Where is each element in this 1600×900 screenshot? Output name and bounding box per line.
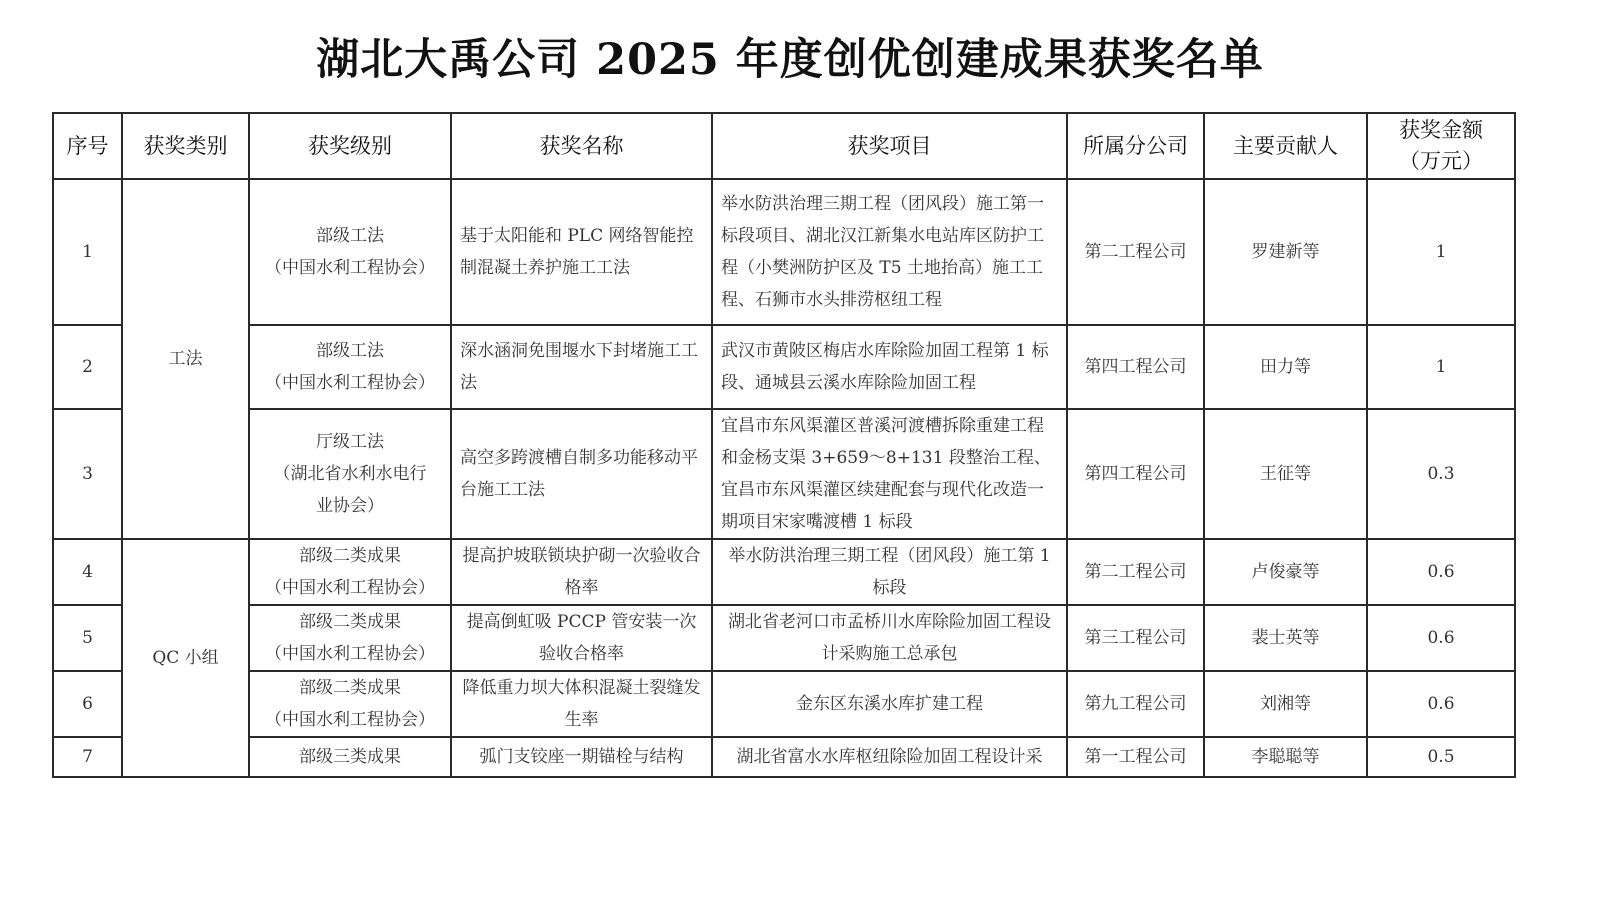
cell-award-name: 提高倒虹吸 PCCP 管安装一次验收合格率 [451,605,712,671]
cell-company: 第二工程公司 [1067,179,1204,325]
table-row [53,325,1515,409]
cell-amount: 0.6 [1367,605,1515,671]
cell-amount: 1 [1367,179,1515,325]
cell-seq: 6 [53,671,122,737]
level-line: （中国水利工程协会） [265,258,435,278]
header-seq: 序号 [53,113,122,179]
header-amount [1367,113,1515,179]
cell-contributor: 裴士英等 [1204,605,1367,671]
cell-project: 湖北省富水水库枢纽除险加固工程设计采 [712,737,1067,777]
cell-award-name: 提高护坡联锁块护砌一次验收合格率 [451,539,712,605]
cell-award-name: 降低重力坝大体积混凝土裂缝发生率 [451,671,712,737]
cell-amount: 1 [1367,325,1515,409]
award-table [52,112,1516,778]
level-line: （中国水利工程协会） [265,578,435,598]
cell-amount: 0.5 [1367,737,1515,777]
cell-amount: 0.3 [1367,409,1515,539]
level-line: 部级二类成果 [299,546,401,566]
header-name: 获奖名称 [451,113,712,179]
cell-company: 第三工程公司 [1067,605,1204,671]
header-contributor: 主要贡献人 [1204,113,1367,179]
cell-seq: 2 [53,325,122,409]
cell-project: 武汉市黄陂区梅店水库除险加固工程第 1 标段、通城县云溪水库除险加固工程 [712,325,1067,409]
level-line: （中国水利工程协会） [265,644,435,664]
level-line: 部级二类成果 [299,612,401,632]
cell-seq: 7 [53,737,122,777]
header-category: 获奖类别 [122,113,249,179]
cell-level [249,605,451,671]
cell-seq: 1 [53,179,122,325]
cell-seq: 3 [53,409,122,539]
cell-level [249,737,451,777]
cell-level [249,671,451,737]
cell-company: 第四工程公司 [1067,325,1204,409]
cell-amount: 0.6 [1367,671,1515,737]
cell-level [249,539,451,605]
level-line: （中国水利工程协会） [265,710,435,730]
level-line: 业协会） [316,496,384,516]
level-line: 厅级工法 [316,432,384,452]
cell-company: 第四工程公司 [1067,409,1204,539]
cell-company: 第二工程公司 [1067,539,1204,605]
cell-award-name: 弧门支铰座一期锚栓与结构 [451,737,712,777]
header-level: 获奖级别 [249,113,451,179]
cell-award-name: 高空多跨渡槽自制多功能移动平台施工工法 [451,409,712,539]
cell-project: 举水防洪治理三期工程（团风段）施工第 1 标段 [712,539,1067,605]
cell-contributor: 田力等 [1204,325,1367,409]
cell-level [249,179,451,325]
table-row [53,671,1515,737]
cell-company: 第一工程公司 [1067,737,1204,777]
level-line: （湖北省水利水电行 [273,464,427,484]
cell-contributor: 卢俊豪等 [1204,539,1367,605]
cell-category-gongfa: 工法 [122,179,249,539]
cell-contributor: 罗建新等 [1204,179,1367,325]
cell-category-qc: QC 小组 [122,539,249,777]
table-header-row [53,113,1515,179]
header-project: 获奖项目 [712,113,1067,179]
cell-contributor: 李聪聪等 [1204,737,1367,777]
level-line: （中国水利工程协会） [265,373,435,393]
document-title: 湖北大禹公司 2025 年度创优创建成果获奖名单 [316,35,1264,85]
cell-level [249,325,451,409]
table-row [53,409,1515,539]
cell-award-name: 深水涵洞免围堰水下封堵施工工法 [451,325,712,409]
cell-seq: 5 [53,605,122,671]
cell-project: 宜昌市东风渠灌区普溪河渡槽拆除重建工程和金杨支渠 3+659～8+131 段整治工程、宜昌市东风渠灌区续建配套与现代化改造一期项目宋家嘴渡槽 1 标段 [712,409,1067,539]
cell-project: 举水防洪治理三期工程（团风段）施工第一标段项目、湖北汉江新集水电站库区防护工程（小樊洲防护区及 T5 土地抬高）施工工程、石狮市水头排涝枢纽工程 [712,179,1067,325]
level-line: 部级二类成果 [299,678,401,698]
cell-level [249,409,451,539]
cell-project: 金东区东溪水库扩建工程 [712,671,1067,737]
cell-contributor: 刘湘等 [1204,671,1367,737]
cell-company: 第九工程公司 [1067,671,1204,737]
header-amount-line1: 获奖金额 [1399,118,1483,142]
header-company: 所属分公司 [1067,113,1204,179]
cell-award-name: 基于太阳能和 PLC 网络智能控制混凝土养护施工工法 [451,179,712,325]
level-line: 部级工法 [316,226,384,246]
table-row [53,737,1515,777]
level-line: 部级三类成果 [299,747,401,767]
level-line: 部级工法 [316,341,384,361]
table-row [53,179,1515,325]
cell-amount: 0.6 [1367,539,1515,605]
table-row [53,605,1515,671]
table-row [53,539,1515,605]
header-amount-line2: （万元） [1399,149,1483,173]
cell-seq: 4 [53,539,122,605]
cell-contributor: 王征等 [1204,409,1367,539]
cell-project: 湖北省老河口市孟桥川水库除险加固工程设计采购施工总承包 [712,605,1067,671]
